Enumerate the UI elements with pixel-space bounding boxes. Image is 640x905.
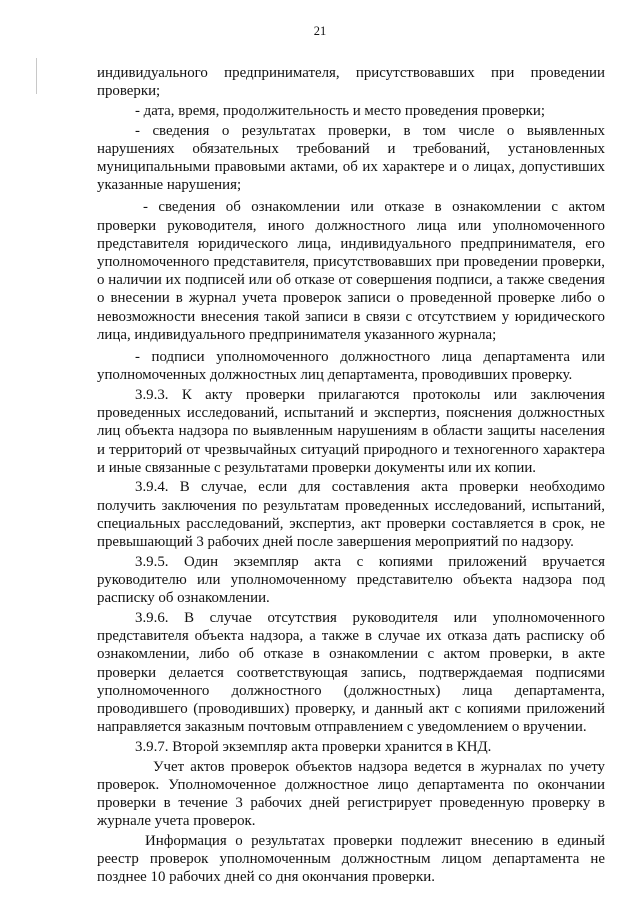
paragraph-7: 3.9.4. В случае, если для составления акта проверки необходимо получить заключения по результатам проведенных исследований, испытаний, специальных расследований, экспертиз, акт проверки составляется в срок, не превышающий 3 рабочих дней после завершения мероприятий по надзору.: [97, 479, 605, 551]
paragraph-8: 3.9.5. Один экземпляр акта с копиями приложений вручается руководителю или уполномоченному представителю объекта надзора под расписку об ознакомлении.: [97, 553, 605, 607]
paragraph-4: - сведения об ознакомлении или отказе в ознакомлении с актом проверки руководителя, иного должностного лица или уполномоченного представителя юридического лица, индивидуального предпринимателя, его уполномоченного представителя, присутствовавших при проведении проверки, о наличии их подписей или об отказе от совершения подписи, а также сведения о внесении в журнал учета проверок записи о проведенной проверке либо о невозможности внесения такой записи в связи с отсутствием у юридического лица, индивидуального предпринимателя указанного журнала;: [97, 199, 605, 343]
paragraph-5: - подписи уполномоченного должностного лица департамента или уполномоченных должностных лиц департамента, проводивших проверку.: [97, 349, 605, 384]
paragraph-2: - дата, время, продолжительность и место проведения проверки;: [135, 102, 546, 119]
paragraph-10: 3.9.7. Второй экземпляр акта проверки хранится в КНД.: [135, 738, 492, 755]
paragraph-1: индивидуального предпринимателя, присутствовавших при проведении проверки;: [97, 65, 605, 100]
margin-mark: [36, 58, 37, 94]
paragraph-11: Учет актов проверок объектов надзора ведется в журналах по учету проверок. Уполномоченное должностное лицо департамента по окончании проверки в течение 3 рабочих дней регистрирует проведенную проверку в журнале учета проверок.: [97, 758, 605, 830]
page-number: 21: [313, 24, 327, 38]
paragraph-6: 3.9.3. К акту проверки прилагаются протоколы или заключения проведенных исследований, испытаний и экспертиз, пояснения должностных лиц объекта надзора по выявленным нарушениям в области защиты населения и территорий от чрезвычайных ситуаций природного и техногенного характера и иные связанные с результатами проверки документы или их копии.: [97, 386, 605, 476]
paragraph-9: 3.9.6. В случае отсутствия руководителя или уполномоченного представителя объекта надзора, а также в случае их отказа дать расписку об ознакомлении, либо об отказе в ознакомлении с актом проверки, в акте проверки делается соответствующая запись, подтверждаемая подписями уполномоченного должностного (должностных) лица департамента, проводившего (проводивших) проверку, и данный акт с копиями приложений направляется заказным почтовым отправлением с уведомлением о вручении.: [97, 609, 605, 736]
document-body: [97, 64, 605, 886]
paragraph-3: - сведения о результатах проверки, в том числе о выявленных нарушениях обязательных требований и требований, установленных муниципальными правовыми актами, об их характере и о лицах, допустивших указанные нарушения;: [97, 122, 605, 194]
paragraph-12: Информация о результатах проверки подлежит внесению в единый реестр проверок уполномоченным должностным лицом департамента не позднее 10 рабочих дней со дня окончания проверки.: [97, 832, 605, 886]
